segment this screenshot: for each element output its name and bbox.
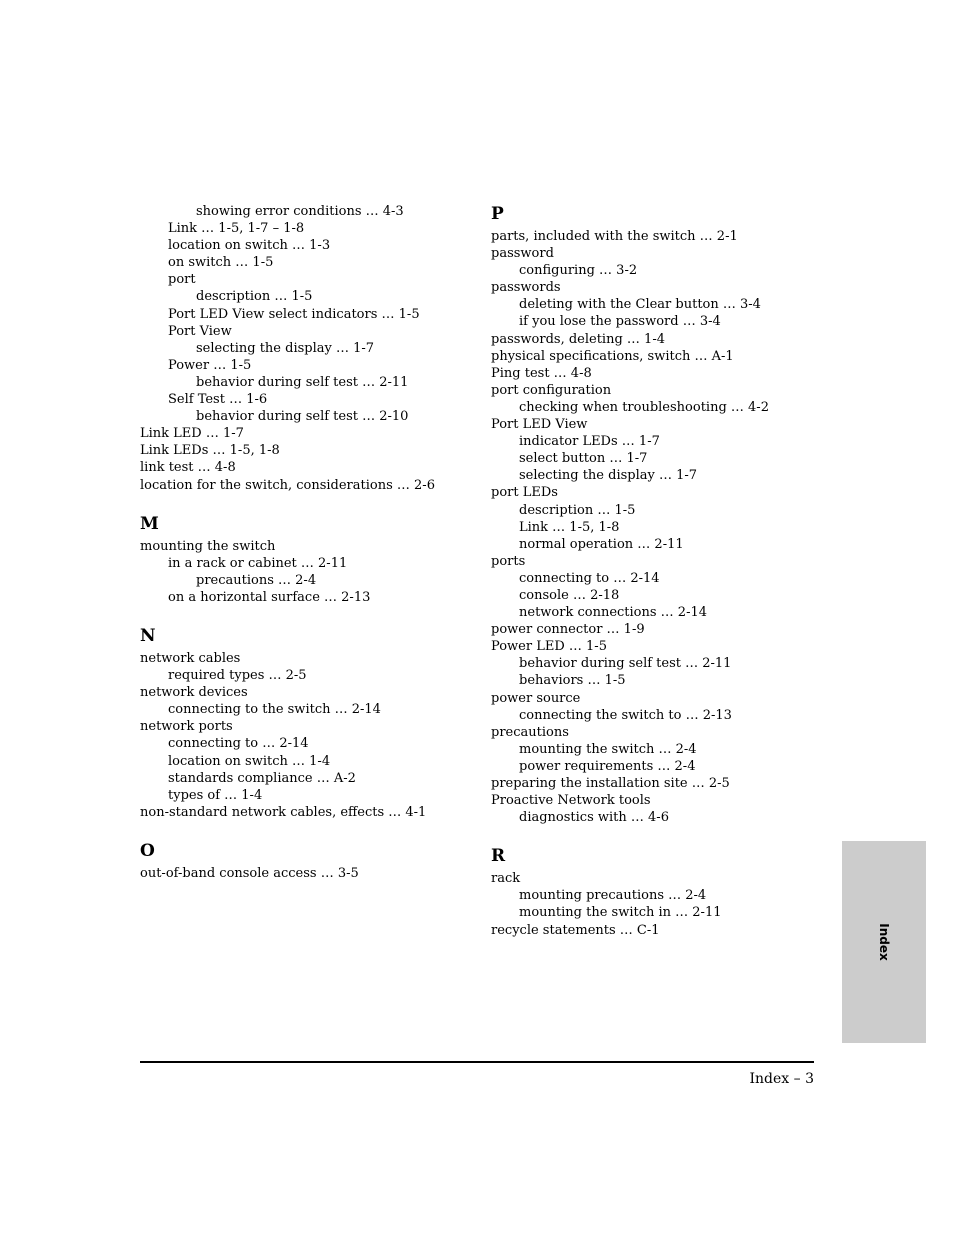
index-entry: power source: [491, 690, 581, 706]
index-subentry: mounting the switch in … 2-11: [519, 905, 722, 921]
section-letter-o: O: [140, 840, 155, 861]
index-subentry: Link … 1-5, 1-7 – 1-8: [168, 221, 305, 237]
index-entry: port LEDs: [491, 485, 558, 501]
index-entry: passwords: [491, 280, 561, 296]
index-subentry: normal operation … 2-11: [519, 536, 684, 552]
index-subentry: selecting the display … 1-7: [196, 340, 375, 356]
index-entry: mounting the switch: [140, 538, 276, 554]
index-tab-label: Index: [877, 923, 891, 961]
index-entry: network devices: [140, 685, 248, 701]
index-subentry: behavior during self test … 2-10: [196, 409, 409, 425]
index-subentry: description … 1-5: [196, 289, 313, 305]
page-number: Index – 3: [749, 1071, 814, 1087]
index-entry: Proactive Network tools: [491, 793, 651, 809]
index-subentry: connecting to the switch … 2-14: [168, 702, 381, 718]
index-subentry: showing error conditions … 4-3: [196, 204, 404, 219]
index-subentry: description … 1-5: [519, 502, 636, 518]
index-entry: passwords, deleting … 1-4: [491, 331, 665, 347]
index-entry: power connector … 1-9: [491, 622, 645, 638]
index-right-column: [491, 203, 821, 939]
index-subentry: console … 2-18: [519, 587, 620, 603]
index-entry: port configuration: [491, 382, 612, 398]
index-entry: network ports: [140, 719, 233, 735]
index-subentry: Link … 1-5, 1-8: [519, 519, 620, 535]
index-subentry: connecting to … 2-14: [519, 570, 660, 586]
section-letter-n: N: [140, 625, 156, 646]
index-entry: preparing the installation site … 2-5: [491, 776, 730, 791]
index-subentry: diagnostics with … 4-6: [519, 810, 669, 826]
index-subentry: behavior during self test … 2-11: [519, 656, 732, 672]
index-subentry: location on switch … 1-3: [168, 238, 331, 254]
index-entry: recycle statements … C-1: [491, 922, 660, 938]
index-subentry: mounting precautions … 2-4: [519, 888, 707, 904]
section-letter-p: P: [491, 204, 504, 224]
index-entry: network cables: [140, 650, 241, 666]
index-subentry: network connections … 2-14: [519, 605, 708, 621]
section-letter-m: M: [140, 513, 159, 534]
index-subentry: power requirements … 2-4: [519, 758, 696, 774]
index-subentry: Self Test … 1-6: [168, 392, 268, 408]
index-left-column: [140, 203, 470, 882]
index-entry: ports: [491, 553, 526, 569]
index-subentry: precautions … 2-4: [196, 572, 317, 588]
index-entry: Link LED … 1-7: [140, 426, 244, 442]
index-subentry: mounting the switch … 2-4: [519, 741, 697, 757]
section-letter-r: R: [491, 846, 506, 867]
index-subentry: location on switch … 1-4: [168, 753, 331, 769]
index-subentry: types of … 1-4: [168, 787, 263, 803]
index-subentry: deleting with the Clear button … 3-4: [519, 297, 761, 313]
index-subentry: on a horizontal surface … 2-13: [168, 589, 371, 605]
index-entry: parts, included with the switch … 2-1: [491, 229, 738, 244]
index-entry: Power LED … 1-5: [491, 639, 607, 655]
index-subentry: required types … 2-5: [168, 668, 307, 684]
footer-rule: [140, 1061, 814, 1063]
index-entry: location for the switch, considerations … 2-6: [140, 477, 435, 493]
index-entry: precautions: [491, 724, 569, 740]
index-entry: Ping test … 4-8: [491, 365, 592, 381]
index-entry: link test … 4-8: [140, 460, 236, 476]
index-subentry: behavior during self test … 2-11: [196, 374, 409, 390]
index-entry: Link LEDs … 1-5, 1-8: [140, 443, 280, 459]
index-entry: physical specifications, switch … A-1: [491, 348, 734, 364]
index-entry: out-of-band console access … 3-5: [140, 865, 359, 881]
index-entry: password: [491, 246, 554, 262]
index-subentry: if you lose the password … 3-4: [519, 314, 721, 330]
index-subentry: connecting the switch to … 2-13: [519, 707, 732, 723]
index-entry: non-standard network cables, effects … 4-1: [140, 804, 427, 820]
index-subentry: behaviors … 1-5: [519, 673, 626, 689]
index-subentry: indicator LEDs … 1-7: [519, 434, 660, 450]
index-subentry: port: [168, 272, 196, 288]
index-entry: Port LED View: [491, 417, 588, 433]
index-entry: rack: [491, 871, 521, 887]
index-subentry: Port LED View select indicators … 1-5: [168, 306, 420, 322]
index-subentry: Port View: [168, 323, 232, 339]
index-section-tab: [842, 841, 926, 1043]
index-subentry: Power … 1-5: [168, 357, 252, 373]
index-subentry: connecting to … 2-14: [168, 736, 309, 752]
index-subentry: in a rack or cabinet … 2-11: [168, 555, 348, 571]
index-subentry: select button … 1-7: [519, 451, 648, 467]
index-subentry: on switch … 1-5: [168, 255, 274, 271]
index-subentry: configuring … 3-2: [519, 263, 638, 279]
index-subentry: standards compliance … A-2: [168, 770, 356, 786]
index-subentry: checking when troubleshooting … 4-2: [519, 399, 769, 415]
index-subentry: selecting the display … 1-7: [519, 468, 698, 484]
